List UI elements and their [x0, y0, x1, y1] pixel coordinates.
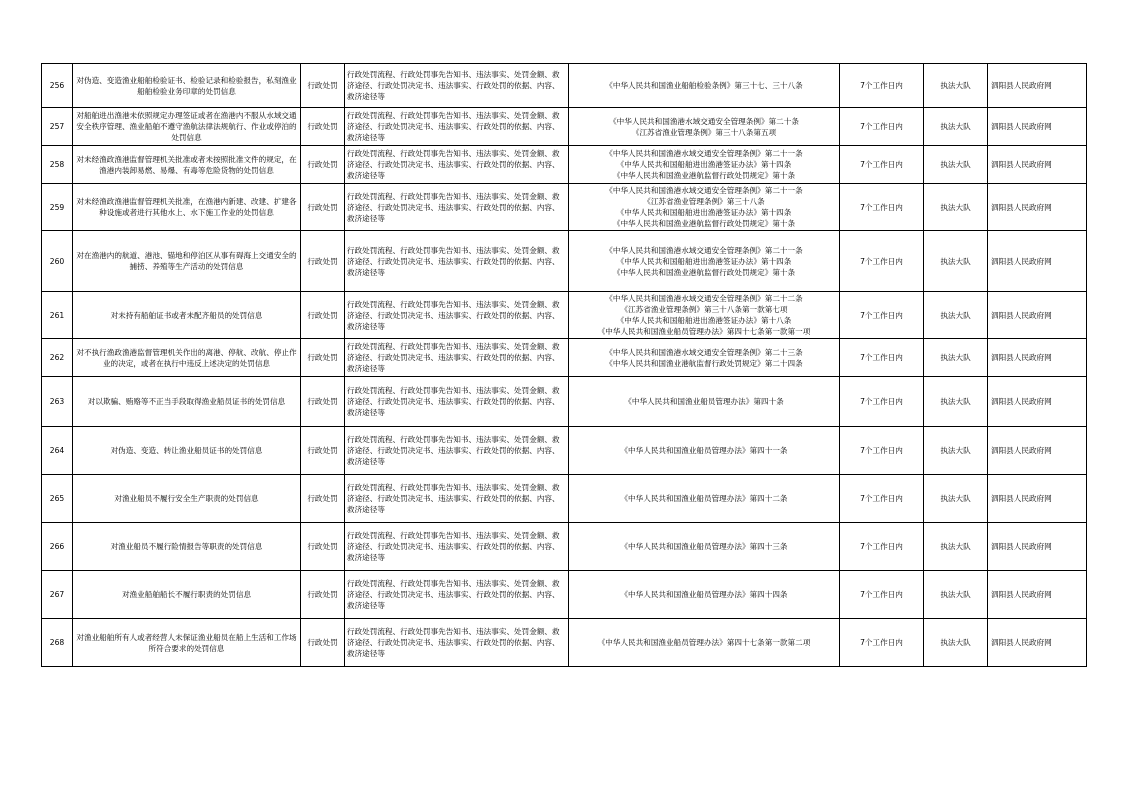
legal-basis-line: 《江苏省渔业管理条例》第三十八条第五项: [631, 127, 777, 137]
legal-basis: [569, 231, 840, 292]
legal-basis-line: 《中华人民共和国渔业船员管理办法》第四十七条第一款第一项: [597, 327, 811, 336]
table-row: [42, 146, 1087, 184]
disclosure-content: 行政处罚流程、行政处罚事先告知书、违法事实、处罚金额、救济途径、行政处罚决定书、违法事实、行政处罚的依据、内容、救济途径等: [345, 64, 569, 108]
legal-basis-line: 《中华人民共和国渔港水域交通安全管理条例》第二十三条: [605, 347, 803, 357]
table-row: [42, 377, 1087, 427]
item-type: 行政处罚: [301, 475, 345, 523]
publish-channel: 泗阳县人民政府网: [988, 231, 1087, 292]
legal-basis: [569, 292, 840, 339]
item-name: 对未经渔政渔港监督管理机关批准或者未按照批准文件的规定，在渔港内装卸易燃、易爆、有毒等危险货物的处罚信息: [73, 146, 301, 184]
legal-basis-line: 《中华人民共和国渔业港航监督行政处罚规定》第十条: [612, 171, 796, 180]
responsible-unit: 执法大队: [924, 377, 988, 427]
item-name: 对不执行渔政渔港监督管理机关作出的离港、停航、改航、停止作业的决定，或者在执行中违反上述决定的处罚信息: [73, 339, 301, 377]
disclosure-period: 7个工作日内: [840, 619, 924, 667]
row-number: 268: [42, 619, 73, 667]
table-row: [42, 64, 1087, 108]
legal-basis-line: 《中华人民共和国渔业船员管理办法》第四十七条第一款第二项: [597, 638, 811, 647]
publish-channel: 泗阳县人民政府网: [988, 523, 1087, 571]
responsible-unit: 执法大队: [924, 427, 988, 475]
disclosure-content: 行政处罚流程、行政处罚事先告知书、违法事实、处罚金额、救济途径、行政处罚决定书、违法事实、行政处罚的依据、内容、救济途径等: [345, 619, 569, 667]
disclosure-period: 7个工作日内: [840, 523, 924, 571]
publish-channel: 泗阳县人民政府网: [988, 427, 1087, 475]
publish-channel: 泗阳县人民政府网: [988, 292, 1087, 339]
disclosure-period: 7个工作日内: [840, 571, 924, 619]
disclosure-period: 7个工作日内: [840, 64, 924, 108]
row-number: 265: [42, 475, 73, 523]
publish-channel: 泗阳县人民政府网: [988, 339, 1087, 377]
responsible-unit: 执法大队: [924, 231, 988, 292]
disclosure-period: 7个工作日内: [840, 427, 924, 475]
publish-channel: 泗阳县人民政府网: [988, 146, 1087, 184]
legal-basis-line: 《中华人民共和国渔港水域交通安全管理条例》第二十二条: [605, 294, 803, 303]
row-number: 258: [42, 146, 73, 184]
item-type: 行政处罚: [301, 619, 345, 667]
legal-basis-line: 《中华人民共和国渔业船员管理办法》第四十四条: [620, 590, 788, 599]
item-name: 对未持有船舶证书或者未配齐船员的处罚信息: [73, 292, 301, 339]
publish-channel: 泗阳县人民政府网: [988, 64, 1087, 108]
legal-basis: [569, 571, 840, 619]
publish-channel: 泗阳县人民政府网: [988, 184, 1087, 231]
item-type: 行政处罚: [301, 523, 345, 571]
disclosure-content: 行政处罚流程、行政处罚事先告知书、违法事实、处罚金额、救济途径、行政处罚决定书、违法事实、行政处罚的依据、内容、救济途径等: [345, 292, 569, 339]
disclosure-period: 7个工作日内: [840, 108, 924, 146]
table-row: [42, 523, 1087, 571]
legal-basis-line: 《中华人民共和国渔港水域交通安全管理条例》第二十一条: [605, 245, 803, 255]
disclosure-period: 7个工作日内: [840, 377, 924, 427]
item-name: 对船舶进出渔港未依照规定办理签证或者在渔港内不服从水域交通安全秩序管理、渔业船舶不遵守渔航法律法规航行、作业或停泊的处罚信息: [73, 108, 301, 146]
item-type: 行政处罚: [301, 571, 345, 619]
publish-channel: 泗阳县人民政府网: [988, 108, 1087, 146]
legal-basis-line: 《中华人民共和国渔业港航监督行政处罚规定》第十条: [612, 219, 796, 228]
legal-basis: [569, 64, 840, 108]
item-name: 对以欺骗、贿赂等不正当手段取得渔业船员证书的处罚信息: [73, 377, 301, 427]
legal-basis-line: 《江苏省渔业管理条例》第三十八条: [643, 197, 765, 206]
disclosure-content: 行政处罚流程、行政处罚事先告知书、违法事实、处罚金额、救济途径、行政处罚决定书、违法事实、行政处罚的依据、内容、救济途径等: [345, 571, 569, 619]
row-number: 257: [42, 108, 73, 146]
disclosure-period: 7个工作日内: [840, 231, 924, 292]
legal-basis: [569, 377, 840, 427]
legal-basis-line: 《中华人民共和国渔业船员管理办法》第四十条: [624, 397, 784, 406]
disclosure-period: 7个工作日内: [840, 292, 924, 339]
item-type: 行政处罚: [301, 146, 345, 184]
item-name: 对未经渔政渔港监督管理机关批准，在渔港内新建、改建、扩建各种设施或者进行其他水上、水下施工作业的处罚信息: [73, 184, 301, 231]
item-name: 对伪造、变造渔业船舶检验证书、检验记录和检验报告，私刻渔业船舶检验业务印章的处罚信息: [73, 64, 301, 108]
row-number: 267: [42, 571, 73, 619]
disclosure-content: 行政处罚流程、行政处罚事先告知书、违法事实、处罚金额、救济途径、行政处罚决定书、违法事实、行政处罚的依据、内容、救济途径等: [345, 377, 569, 427]
responsible-unit: 执法大队: [924, 64, 988, 108]
responsible-unit: 执法大队: [924, 619, 988, 667]
disclosure-content: 行政处罚流程、行政处罚事先告知书、违法事实、处罚金额、救济途径、行政处罚决定书、违法事实、行政处罚的依据、内容、救济途径等: [345, 184, 569, 231]
publish-channel: 泗阳县人民政府网: [988, 475, 1087, 523]
row-number: 256: [42, 64, 73, 108]
legal-basis-line: 《中华人民共和国船舶进出渔港签证办法》第十八条: [616, 316, 792, 325]
legal-basis-line: 《中华人民共和国渔港水域交通安全管理条例》第二十条: [609, 116, 799, 126]
legal-basis-line: 《中华人民共和国渔业船员管理办法》第四十一条: [620, 446, 788, 455]
legal-basis-line: 《中华人民共和国船舶进出渔港签证办法》第十四条: [616, 208, 792, 217]
item-type: 行政处罚: [301, 108, 345, 146]
disclosure-content: 行政处罚流程、行政处罚事先告知书、违法事实、处罚金额、救济途径、行政处罚决定书、违法事实、行政处罚的依据、内容、救济途径等: [345, 146, 569, 184]
item-type: 行政处罚: [301, 231, 345, 292]
table-row: [42, 292, 1087, 339]
row-number: 262: [42, 339, 73, 377]
publish-channel: 泗阳县人民政府网: [988, 377, 1087, 427]
legal-basis-line: 《中华人民共和国船舶进出渔港签证办法》第十四条: [616, 256, 792, 266]
legal-basis: [569, 108, 840, 146]
item-name: 对渔业船舶所有人或者经营人未保证渔业船员在船上生活和工作场所符合要求的处罚信息: [73, 619, 301, 667]
legal-basis-line: 《江苏省渔业管理条例》第三十八条第一款第七项: [620, 305, 788, 314]
table-row: [42, 475, 1087, 523]
publish-channel: 泗阳县人民政府网: [988, 619, 1087, 667]
item-name: 对渔业船员不履行安全生产职责的处罚信息: [73, 475, 301, 523]
disclosure-content: 行政处罚流程、行政处罚事先告知书、违法事实、处罚金额、救济途径、行政处罚决定书、违法事实、行政处罚的依据、内容、救济途径等: [345, 523, 569, 571]
row-number: 266: [42, 523, 73, 571]
responsible-unit: 执法大队: [924, 339, 988, 377]
item-type: 行政处罚: [301, 184, 345, 231]
legal-basis: [569, 619, 840, 667]
row-number: 259: [42, 184, 73, 231]
item-type: 行政处罚: [301, 339, 345, 377]
responsible-unit: 执法大队: [924, 571, 988, 619]
responsible-unit: 执法大队: [924, 184, 988, 231]
row-number: 261: [42, 292, 73, 339]
disclosure-content: 行政处罚流程、行政处罚事先告知书、违法事实、处罚金额、救济途径、行政处罚决定书、违法事实、行政处罚的依据、内容、救济途径等: [345, 475, 569, 523]
table-row: [42, 184, 1087, 231]
legal-basis-line: 《中华人民共和国渔业船员管理办法》第四十三条: [620, 542, 788, 551]
responsible-unit: 执法大队: [924, 108, 988, 146]
disclosure-content: 行政处罚流程、行政处罚事先告知书、违法事实、处罚金额、救济途径、行政处罚决定书、违法事实、行政处罚的依据、内容、救济途径等: [345, 231, 569, 292]
disclosure-period: 7个工作日内: [840, 184, 924, 231]
table-row: [42, 427, 1087, 475]
legal-basis: [569, 475, 840, 523]
legal-basis: [569, 427, 840, 475]
table-row: [42, 571, 1087, 619]
legal-basis-line: 《中华人民共和国渔业船员管理办法》第四十二条: [620, 494, 788, 503]
item-type: 行政处罚: [301, 292, 345, 339]
item-name: 对渔业船员不履行险情报告等职责的处罚信息: [73, 523, 301, 571]
disclosure-content: 行政处罚流程、行政处罚事先告知书、违法事实、处罚金额、救济途径、行政处罚决定书、违法事实、行政处罚的依据、内容、救济途径等: [345, 427, 569, 475]
item-type: 行政处罚: [301, 427, 345, 475]
legal-basis-line: 《中华人民共和国渔港水域交通安全管理条例》第二十一条: [605, 186, 803, 195]
legal-basis-line: 《中华人民共和国船舶进出渔港签证办法》第十四条: [616, 160, 792, 169]
disclosure-period: 7个工作日内: [840, 475, 924, 523]
legal-basis: [569, 146, 840, 184]
disclosure-table: [41, 63, 1087, 667]
legal-basis-line: 《中华人民共和国渔业港航监督行政处罚规定》第二十四条: [605, 358, 803, 368]
item-name: 对伪造、变造、转让渔业船员证书的处罚信息: [73, 427, 301, 475]
item-name: 对在渔港内的航道、港池、锚地和停泊区从事有碍海上交通安全的捕捞、养殖等生产活动的处罚信息: [73, 231, 301, 292]
item-type: 行政处罚: [301, 64, 345, 108]
legal-basis-line: 《中华人民共和国渔港水域交通安全管理条例》第二十一条: [605, 149, 803, 158]
legal-basis: [569, 339, 840, 377]
publish-channel: 泗阳县人民政府网: [988, 571, 1087, 619]
table-row: [42, 231, 1087, 292]
item-name: 对渔业船舶船长不履行职责的处罚信息: [73, 571, 301, 619]
row-number: 260: [42, 231, 73, 292]
table-body: [42, 64, 1087, 667]
responsible-unit: 执法大队: [924, 475, 988, 523]
responsible-unit: 执法大队: [924, 523, 988, 571]
disclosure-period: 7个工作日内: [840, 339, 924, 377]
table-row: [42, 108, 1087, 146]
table-row: [42, 339, 1087, 377]
legal-basis-line: 《中华人民共和国渔业港航监督行政处罚规定》第十条: [612, 267, 796, 277]
table-row: [42, 619, 1087, 667]
item-type: 行政处罚: [301, 377, 345, 427]
disclosure-content: 行政处罚流程、行政处罚事先告知书、违法事实、处罚金额、救济途径、行政处罚决定书、违法事实、行政处罚的依据、内容、救济途径等: [345, 339, 569, 377]
legal-basis: [569, 523, 840, 571]
legal-basis: [569, 184, 840, 231]
responsible-unit: 执法大队: [924, 292, 988, 339]
legal-basis-line: 《中华人民共和国渔业船舶检验条例》第三十七、三十八条: [605, 81, 803, 90]
row-number: 264: [42, 427, 73, 475]
responsible-unit: 执法大队: [924, 146, 988, 184]
disclosure-period: 7个工作日内: [840, 146, 924, 184]
disclosure-content: 行政处罚流程、行政处罚事先告知书、违法事实、处罚金额、救济途径、行政处罚决定书、违法事实、行政处罚的依据、内容、救济途径等: [345, 108, 569, 146]
row-number: 263: [42, 377, 73, 427]
